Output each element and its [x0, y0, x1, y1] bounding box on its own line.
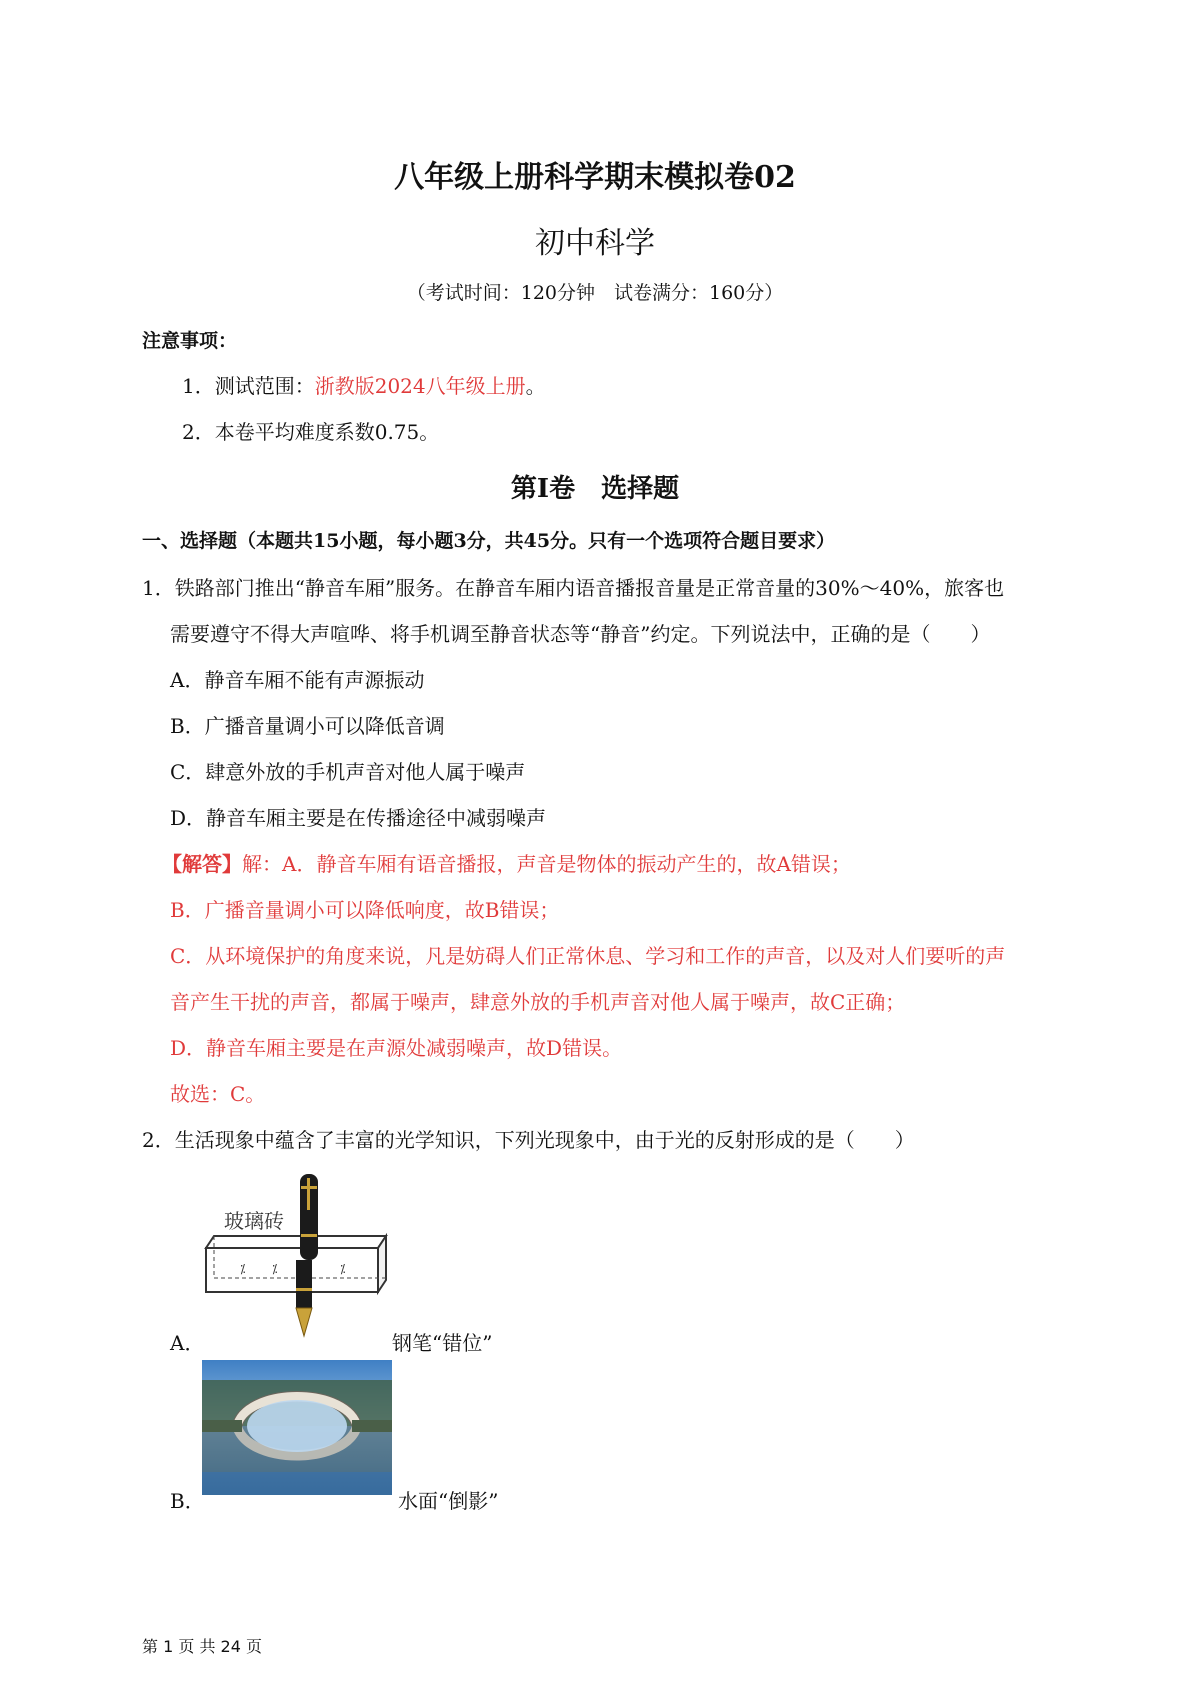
exam-title: 八年级上册科学期末模拟卷02	[394, 160, 796, 195]
q1-answer-line2: B．广播音量调小可以降低响度，故B错误；	[170, 898, 560, 922]
q1-answer-line1: 【解答】解：A．静音车厢有语音播报，声音是物体的振动产生的，故A错误；	[162, 852, 851, 876]
notice-item-1: 1．测试范围：浙教版2024八年级上册。	[182, 374, 546, 398]
glass-brick-pen-figure	[200, 1170, 390, 1340]
svg-text:⁒: ⁒	[340, 1262, 346, 1276]
part-heading: 一、选择题（本题共15小题，每小题3分，共45分。只有一个选项符合题目要求）	[142, 530, 836, 552]
q2-option-a-label: A．	[170, 1331, 205, 1355]
test-scope: 浙教版2024八年级上册	[314, 374, 526, 398]
q2-stem: 2．生活现象中蕴含了丰富的光学知识，下列光现象中，由于光的反射形成的是（ ）	[142, 1128, 915, 1152]
q2-option-b-label: B．	[170, 1489, 205, 1513]
notice-heading: 注意事项：	[142, 330, 238, 352]
answer-tag: 【解答】	[162, 852, 242, 876]
q1-answer-line4: 音产生干扰的声音，都属于噪声，肆意外放的手机声音对他人属于噪声，故C正确；	[170, 990, 906, 1014]
q1-option-c: C．肆意外放的手机声音对他人属于噪声	[170, 760, 526, 784]
bridge-reflection-photo	[202, 1360, 392, 1495]
svg-text:⁒: ⁒	[240, 1262, 246, 1276]
q1-option-a: A．静音车厢不能有声源振动	[170, 668, 425, 692]
q2-option-b-caption: 水面“倒影”	[398, 1489, 499, 1513]
section-title: 第Ⅰ卷 选择题	[510, 474, 680, 504]
pen-nib	[296, 1308, 312, 1336]
q1-answer-line3: C．从环境保护的角度来说，凡是妨碍人们正常休息、学习和工作的声音，以及对人们要听的声	[170, 944, 1006, 968]
glass-brick-label: 玻璃砖	[224, 1209, 284, 1233]
q2-option-a-caption: 钢笔“错位”	[392, 1331, 493, 1355]
exam-subject: 初中科学	[535, 226, 655, 261]
notice-item-2: 2．本卷平均难度系数0.75。	[182, 420, 440, 444]
q1-answer-line5: D．静音车厢主要是在声源处减弱噪声，故D错误。	[170, 1036, 623, 1060]
q1-stem-line1: 1．铁路部门推出“静音车厢”服务。在静音车厢内语音播报音量是正常音量的30%～40%，旅客也	[142, 576, 1005, 600]
q1-answer-line6: 故选：C。	[170, 1082, 266, 1106]
q1-stem-line2: 需要遵守不得大声喧哗、将手机调至静音状态等“静音”约定。下列说法中，正确的是（ ）	[170, 622, 991, 646]
page-footer: 第 1 页 共 24 页	[142, 1637, 262, 1656]
q1-option-b: B．广播音量调小可以降低音调	[170, 714, 445, 738]
svg-text:⁒: ⁒	[272, 1262, 278, 1276]
exam-time-info: （考试时间：120分钟 试卷满分：160分）	[406, 282, 784, 304]
q1-option-d: D．静音车厢主要是在传播途径中减弱噪声	[170, 806, 547, 830]
